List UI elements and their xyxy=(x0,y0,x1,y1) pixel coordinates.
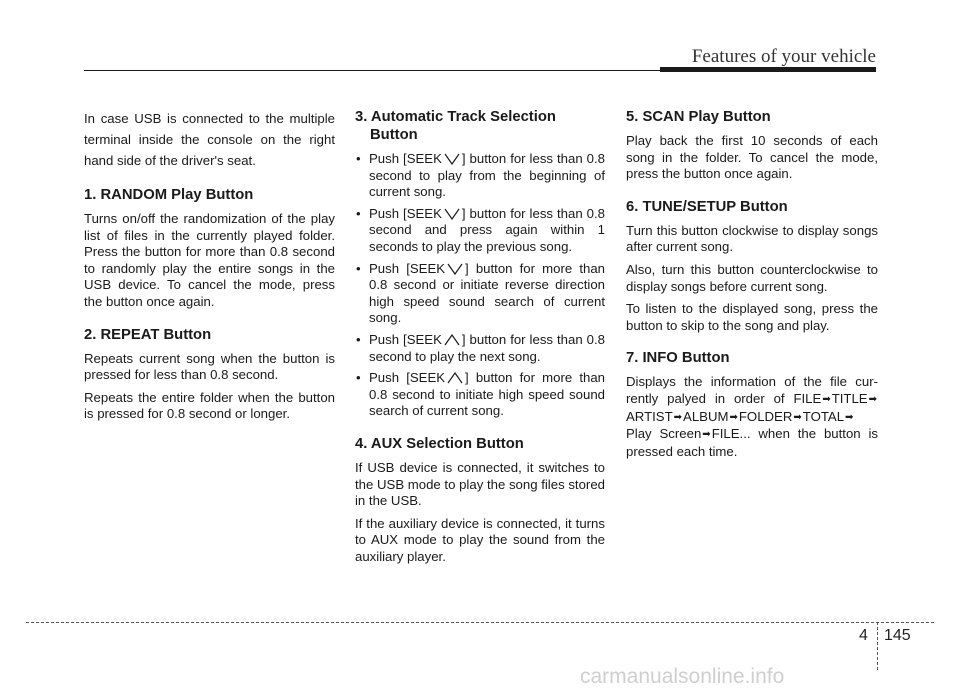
info-sequence-item: TITLE xyxy=(831,390,868,406)
track-bullet-item xyxy=(355,261,605,327)
bullet-text-post: ] button for less than 0.8 second to play the next song. xyxy=(369,331,605,364)
repeat-heading: 2. REPEAT Button xyxy=(84,326,212,343)
bullet-text-post: ] button for more than 0.8 second to initiate high speed sound search of current song. xyxy=(369,370,605,419)
info-sequence-item: Play Screen xyxy=(626,426,702,442)
seek-down-icon xyxy=(444,153,460,165)
info-sequence-item: FOLDER xyxy=(738,408,793,424)
random-heading: 1. RANDOM Play Button xyxy=(84,187,254,203)
arrow-right-icon: ➡ xyxy=(673,411,683,423)
track-bullet-item xyxy=(355,370,605,420)
header-rule-accent xyxy=(660,67,876,72)
track-bullet-item xyxy=(355,206,605,256)
info-heading: 7. INFO Button xyxy=(626,350,730,367)
column-1 xyxy=(84,108,335,429)
bullet-text-pre: Push [SEEK xyxy=(369,370,446,386)
info-sequence-item: ALBUM xyxy=(683,408,729,424)
bullet-text-pre: Push [SEEK xyxy=(369,331,442,347)
arrow-right-icon: ➡ xyxy=(868,393,877,405)
column-2 xyxy=(355,108,605,571)
track-heading: 3. Automatic Track Selection Button xyxy=(355,109,556,143)
bullet-text-pre: Push [SEEK xyxy=(369,205,442,221)
seek-up-icon xyxy=(447,372,463,384)
arrow-right-icon: ➡ xyxy=(822,393,831,405)
tune-body-3: To listen to the displayed song, press the button to skip to the song and play. xyxy=(626,301,878,333)
aux-body-2: If the auxiliary device is connected, it turns to AUX mode to play the sound from the auxiliary player. xyxy=(355,515,605,564)
info-body xyxy=(626,374,878,460)
repeat-body-2: Repeats the entire folder when the button is pressed for 0.8 second or longer. xyxy=(84,389,335,422)
bullet-text-pre: Push [SEEK xyxy=(369,151,442,166)
footer-rule xyxy=(26,622,934,623)
arrow-right-icon: ➡ xyxy=(845,411,854,423)
footer-divider xyxy=(877,622,878,670)
scan-heading: 5. SCAN Play Button xyxy=(626,109,771,125)
seek-down-icon xyxy=(447,263,463,275)
arrow-right-icon: ➡ xyxy=(793,411,802,423)
scan-body: Play back the first 10 seconds of each song in the folder. To cancel the mode, press the button once again. xyxy=(626,133,878,182)
intro-text: In case USB is connected to the multiple terminal inside the console on the right hand side of the driver's seat. xyxy=(84,111,335,168)
info-sequence-item: TOTAL xyxy=(802,408,845,424)
section-title: Features of your vehicle xyxy=(691,46,876,67)
bullet-text-post: ] button for less than 0.8 second and press again within 1 seconds to play the previous song. xyxy=(369,205,605,254)
track-bullet-item xyxy=(355,151,605,201)
info-sequence-item: ARTIST xyxy=(626,408,673,424)
page-number: 145 xyxy=(884,627,911,644)
info-sequence-item: FILE... xyxy=(711,426,751,442)
bullet-text-post: ] button for more than 0.8 second or initiate reverse direction high speed sound search of current song. xyxy=(369,260,605,326)
tune-heading: 6. TUNE/SETUP Button xyxy=(626,198,788,215)
track-bullet-list xyxy=(355,151,605,420)
random-body: Turns on/off the randomization of the play list of files in the currently played folder. Press the button for more than 0.8 second to randomly play the entire songs in the USB device. To cancel the mode, press the button once again. xyxy=(84,211,335,309)
arrow-right-icon: ➡ xyxy=(702,429,711,441)
aux-heading: 4. AUX Selection Button xyxy=(355,435,524,452)
repeat-body-1: Repeats current song when the button is pressed for less than 0.8 second. xyxy=(84,350,335,383)
tune-body-2: Also, turn this button counterclockwise to display songs before current song. xyxy=(626,261,878,294)
seek-down-icon xyxy=(444,208,460,220)
info-lead: Displays the information of the file cur- rently palyed in order of FILE xyxy=(626,374,878,406)
watermark: carmanualsonline.info xyxy=(580,665,785,688)
chapter-number: 4 xyxy=(859,627,868,644)
bullet-text-post: ] button for less than 0.8 second to play from the beginning of current song. xyxy=(369,151,605,200)
bullet-text-pre: Push [SEEK xyxy=(369,260,446,276)
track-bullet-item xyxy=(355,332,605,365)
seek-up-icon xyxy=(444,334,460,346)
arrow-right-icon: ➡ xyxy=(729,411,738,423)
aux-body-1: If USB device is connected, it switches to the USB mode to play the song files stored in the USB. xyxy=(355,459,605,509)
info-tail: when the button is pressed each time. xyxy=(626,426,878,459)
column-3 xyxy=(626,108,878,466)
tune-body-1: Turn this button clockwise to display songs after current song. xyxy=(626,222,878,255)
